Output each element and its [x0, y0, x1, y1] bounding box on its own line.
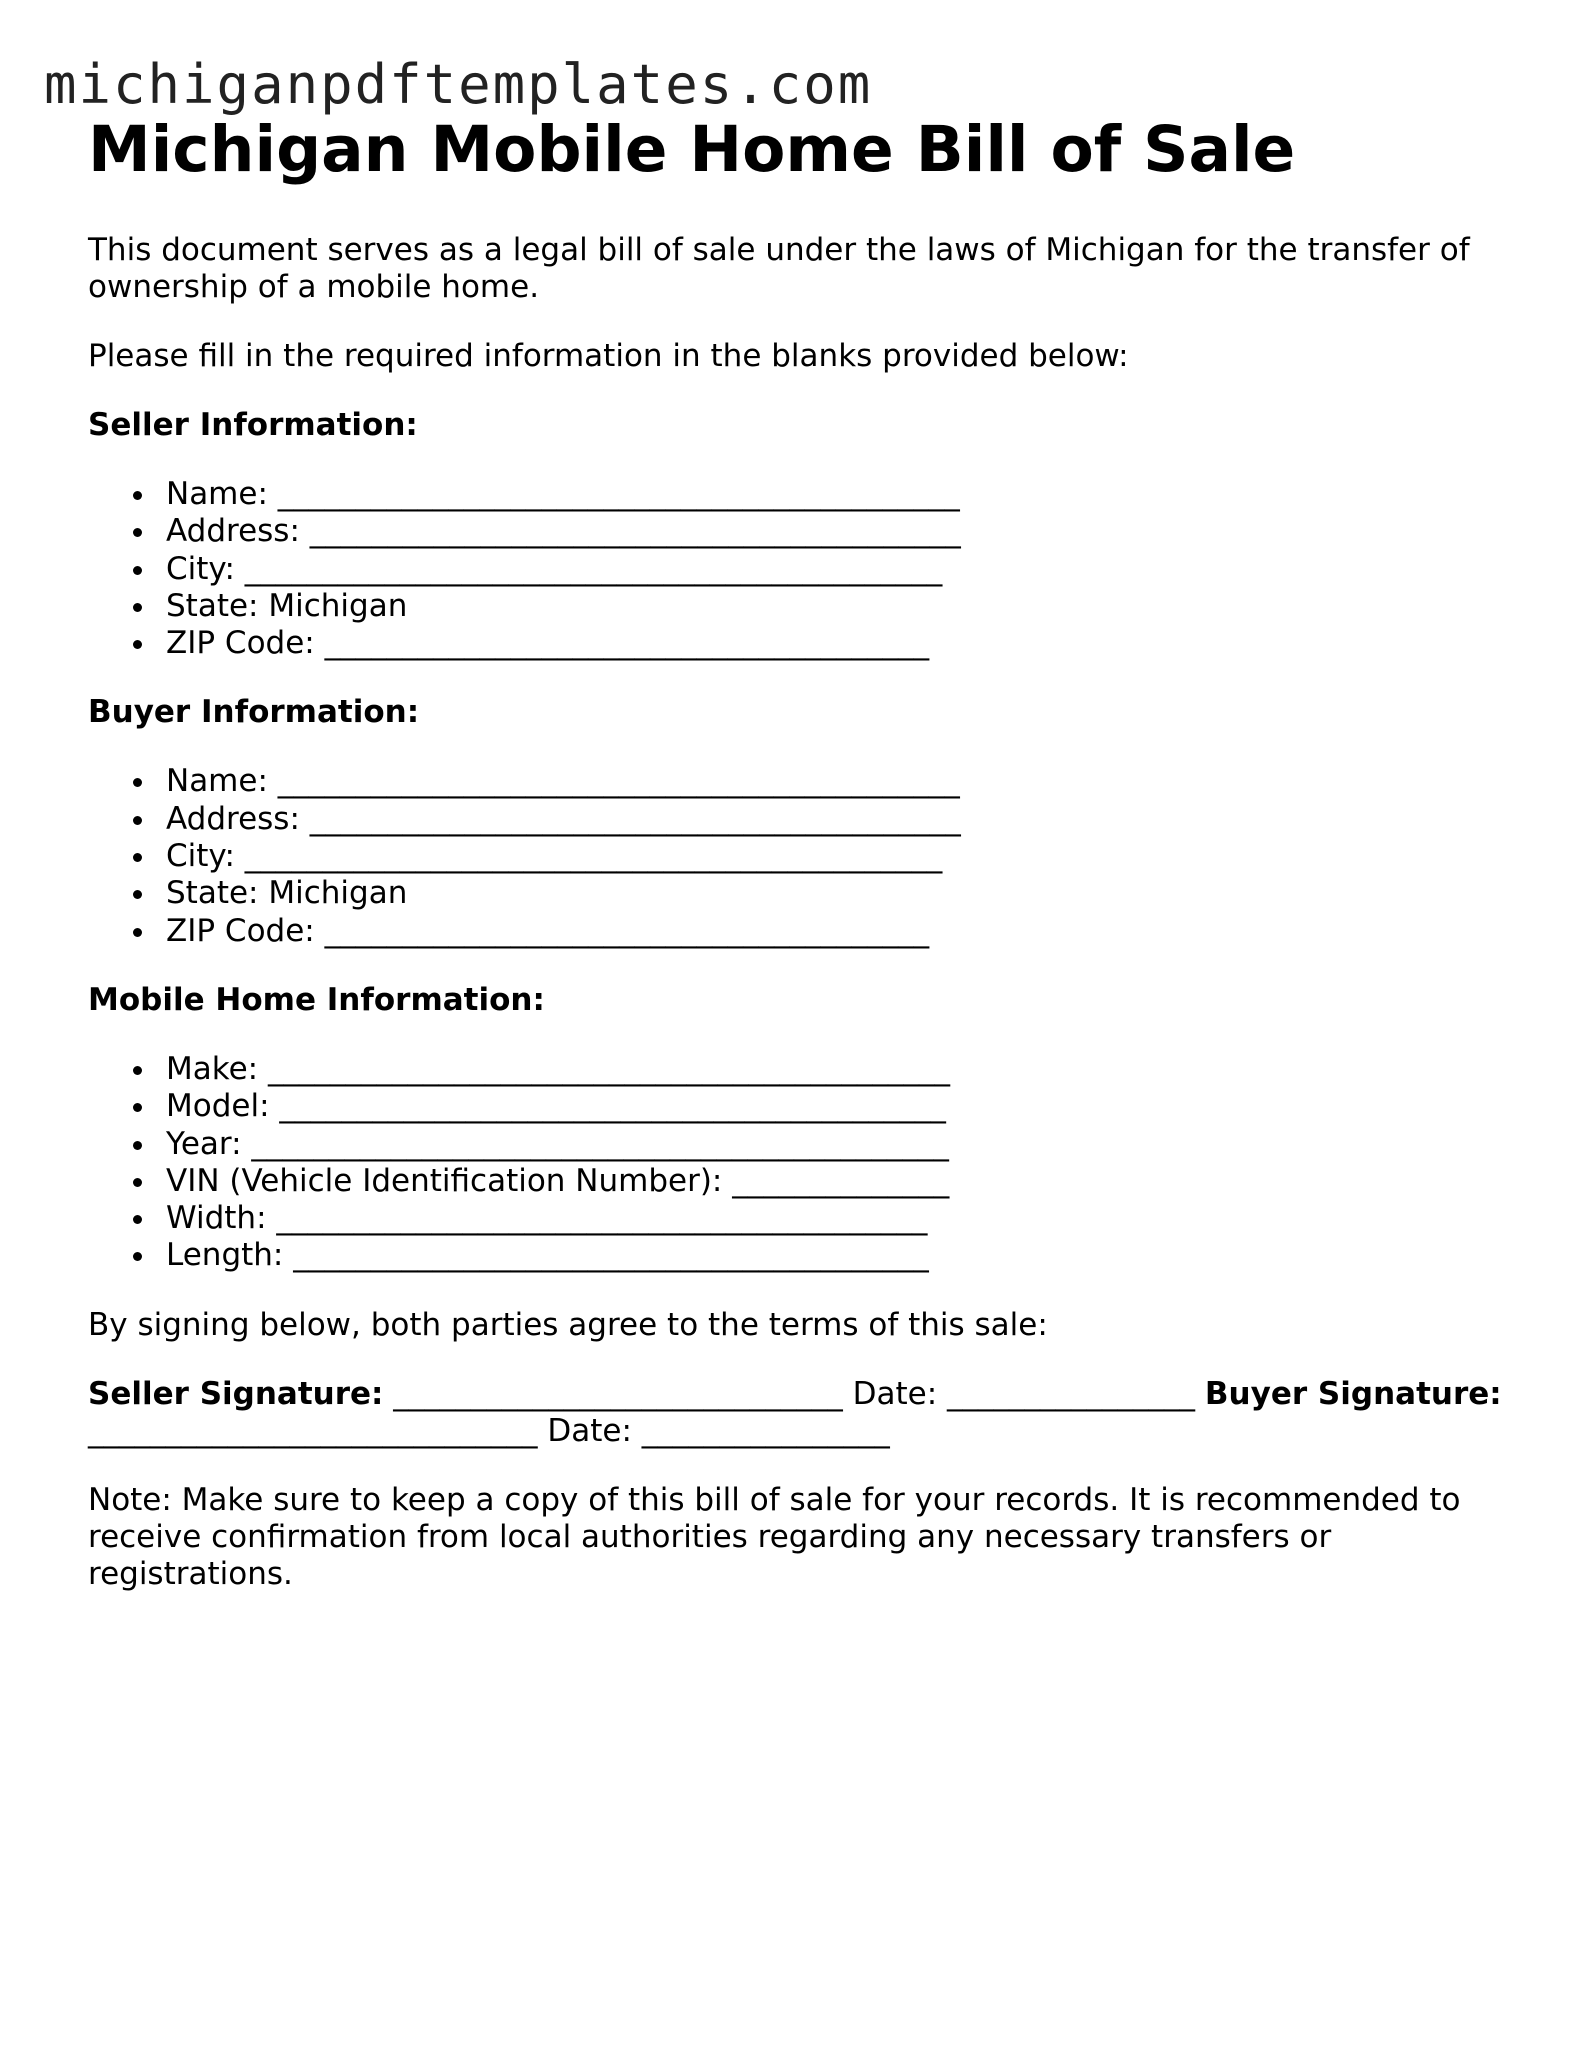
- seller-list: [88, 476, 1518, 662]
- seller-address-field[interactable]: Address: __________________________________________: [88, 513, 1518, 550]
- seller-state-field: State: Michigan: [88, 588, 1518, 625]
- note-paragraph: Note: Make sure to keep a copy of this bill of sale for your records. It is recommended to receive confirmation from local authorities regarding any necessary transfers or registrations.: [88, 1481, 1461, 1592]
- instructions-paragraph: Please fill in the required information in the blanks provided below:: [88, 338, 1129, 374]
- buyer-list: [88, 763, 1518, 949]
- page-title: Michigan Mobile Home Bill of Sale: [88, 113, 1296, 186]
- agreement-paragraph: By signing below, both parties agree to the terms of this sale:: [88, 1306, 1048, 1343]
- signature-block: [88, 1376, 1518, 1450]
- home-year-field[interactable]: Year: _____________________________________________: [88, 1126, 1518, 1163]
- watermark: michiganpdftemplates.com: [44, 53, 873, 116]
- buyer-signature-label: Buyer Signature:: [1204, 1375, 1502, 1412]
- home-width-field[interactable]: Width: __________________________________________: [88, 1200, 1518, 1237]
- buyer-signature-line[interactable]: _____________________________ Date: ________________: [88, 1412, 890, 1449]
- buyer-heading: Buyer Information:: [88, 694, 420, 731]
- seller-city-field[interactable]: City: _____________________________________________: [88, 551, 1518, 588]
- seller-signature-label: Seller Signature:: [88, 1375, 384, 1412]
- home-vin-field[interactable]: VIN (Vehicle Identification Number): ______________: [88, 1163, 1518, 1200]
- home-model-field[interactable]: Model: ___________________________________________: [88, 1088, 1518, 1125]
- seller-zip-field[interactable]: ZIP Code: _______________________________________: [88, 625, 1518, 662]
- home-make-field[interactable]: Make: ____________________________________________: [88, 1051, 1518, 1088]
- buyer-zip-field[interactable]: ZIP Code: _______________________________________: [88, 913, 1518, 950]
- home-heading: Mobile Home Information:: [88, 981, 545, 1018]
- home-list: [88, 1051, 1518, 1275]
- intro-paragraph: This document serves as a legal bill of sale under the laws of Michigan for the transfer of ownership of a mobile home.: [88, 232, 1470, 305]
- buyer-address-field[interactable]: Address: __________________________________________: [88, 801, 1518, 838]
- seller-signature-line[interactable]: _____________________________ Date: ________________: [383, 1375, 1205, 1412]
- buyer-state-field: State: Michigan: [88, 875, 1518, 912]
- seller-heading: Seller Information:: [88, 407, 418, 443]
- buyer-city-field[interactable]: City: _____________________________________________: [88, 838, 1518, 875]
- document-body: [88, 104, 1518, 1593]
- seller-name-field[interactable]: Name: ____________________________________________: [88, 476, 1518, 513]
- home-length-field[interactable]: Length: _________________________________________: [88, 1237, 1518, 1274]
- buyer-name-field[interactable]: Name: ____________________________________________: [88, 763, 1518, 800]
